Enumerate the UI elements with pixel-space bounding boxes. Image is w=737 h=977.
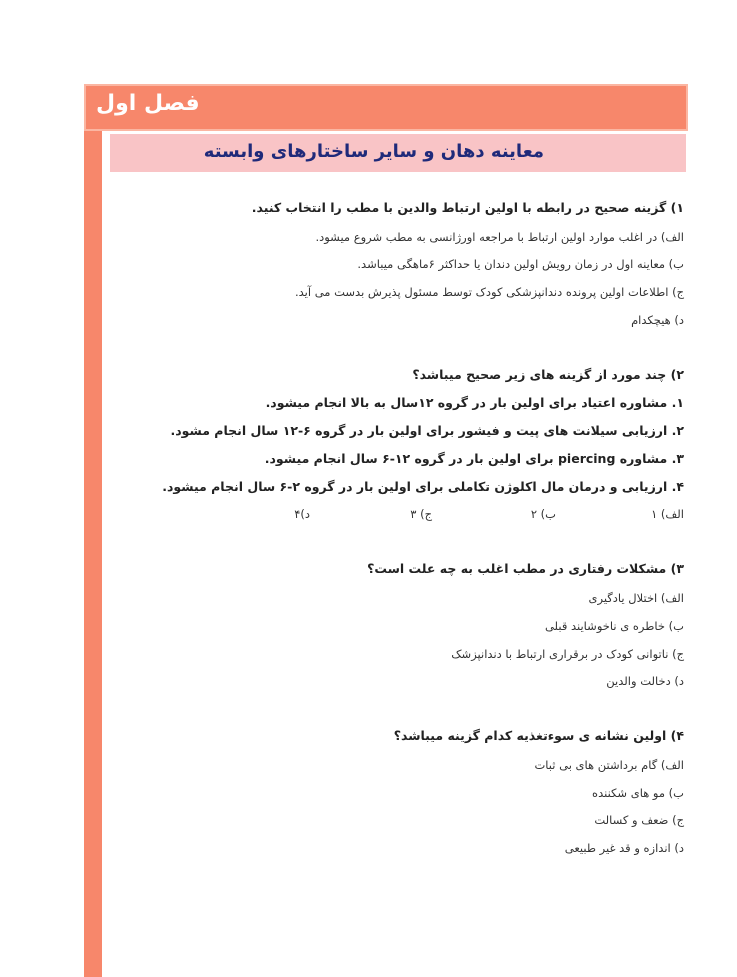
left-decorative-bar bbox=[84, 130, 102, 977]
q1-option-a: الف) در اغلب موارد اولین ارتباط با مراجعه اورژانسی به مطب شروع میشود. bbox=[315, 230, 684, 244]
q3-option-a: الف) اختلال یادگیری bbox=[588, 591, 684, 605]
q2-options-row bbox=[274, 507, 684, 525]
q2-option-b: ب) ۲ bbox=[530, 507, 556, 521]
question-1: ۱) گزینه صحیح در رابطه با اولین ارتباط والدین با مطب را انتخاب کنید. bbox=[251, 200, 684, 215]
q2-statement-2: ۲. ارزیابی سیلانت های پیت و فیشور برای اولین بار در گروه ۶-۱۲ سال انجام مشود. bbox=[170, 423, 684, 438]
q4-option-a: الف) گام برداشتن های بی ثبات bbox=[534, 758, 684, 772]
q4-option-d: د) اندازه و قد غیر طبیعی bbox=[564, 841, 684, 855]
q2-option-c: ج) ۳ bbox=[410, 507, 432, 521]
q2-statement-1: ۱. مشاوره اعتیاد برای اولین بار در گروه ۱۲سال به بالا انجام میشود. bbox=[265, 395, 684, 410]
question-4: ۴) اولین نشانه ی سوءتغذیه کدام گزینه میباشد؟ bbox=[393, 728, 684, 743]
q2-option-d: د)۴ bbox=[294, 507, 310, 521]
chapter-header bbox=[84, 84, 688, 131]
section-title: معاینه دهان و سایر ساختارهای وابسته bbox=[203, 141, 544, 162]
q1-option-b: ب) معاینه اول در زمان رویش اولین دندان یا حداکثر ۶ماهگی میباشد. bbox=[357, 257, 684, 271]
q3-option-d: د) دخالت والدین bbox=[606, 674, 684, 688]
q1-option-d: د) هیچکدام bbox=[631, 313, 684, 327]
q1-option-c: ج) اطلاعات اولین پرونده دندانپزشکی کودک توسط مسئول پذیرش بدست می آید. bbox=[294, 285, 684, 299]
chapter-title: فصل اول bbox=[96, 91, 200, 116]
section-header bbox=[110, 134, 686, 172]
q2-statement-3: ۳. مشاوره piercing برای اولین بار در گروه ۱۲-۶ سال انجام میشود. bbox=[264, 451, 684, 466]
question-3: ۳) مشکلات رفتاری در مطب اغلب به چه علت است؟ bbox=[367, 561, 684, 576]
q2-option-a: الف) ۱ bbox=[651, 507, 684, 521]
q2-statement-4: ۴. ارزیابی و درمان مال اکلوژن تکاملی برای اولین بار در گروه ۲-۶ سال انجام میشود. bbox=[162, 479, 684, 494]
q3-option-c: ج) ناتوانی کودک در برقراری ارتباط با دندانپزشک bbox=[451, 647, 684, 661]
q3-option-b: ب) خاطره ی ناخوشایند قبلی bbox=[544, 619, 684, 633]
question-2: ۲) چند مورد از گزینه های زیر صحیح میباشد؟ bbox=[412, 367, 684, 382]
q4-option-c: ج) ضعف و کسالت bbox=[594, 813, 684, 827]
q4-option-b: ب) مو های شکننده bbox=[592, 786, 684, 800]
